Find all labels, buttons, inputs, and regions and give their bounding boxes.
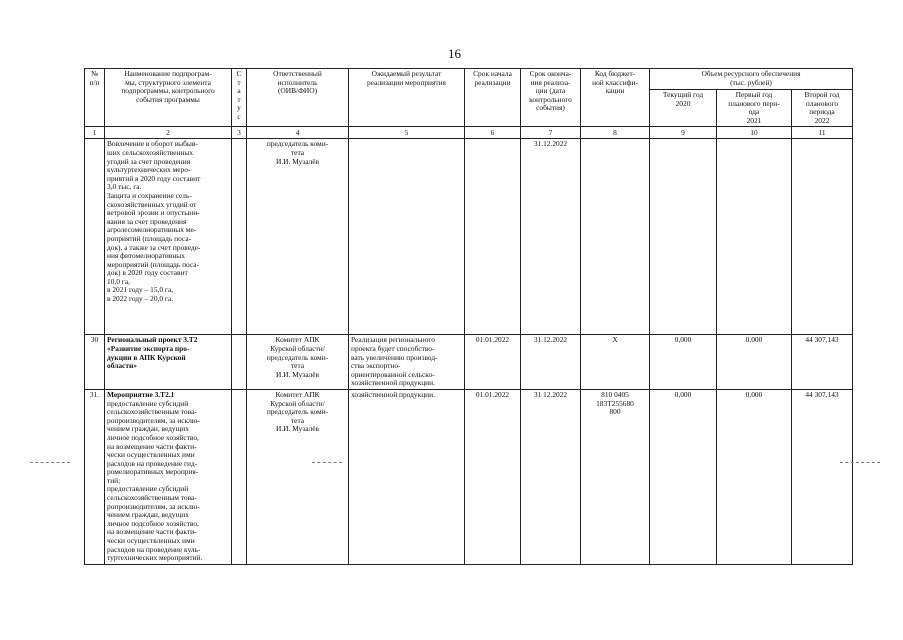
- col-num: 5: [349, 127, 465, 139]
- row-y2020: 0,000: [650, 335, 717, 390]
- row-y2021: [717, 139, 792, 335]
- row-y2020: 0,000: [650, 389, 717, 564]
- row-status: [232, 139, 247, 335]
- row-start: 01.01.2022: [465, 389, 521, 564]
- col-num: 8: [581, 127, 650, 139]
- row-executor: председатель коми- тета И.И. Музалёв: [247, 139, 349, 335]
- row-num: 30: [85, 335, 105, 390]
- table-row: [85, 335, 853, 390]
- row-executor: Комитет АПК Курской области/ председатель коми- тета И.И. Музалёв: [247, 389, 349, 564]
- header-executor: Ответственный исполнитель (ОИВ/ФИО): [247, 69, 349, 127]
- row-y2022: 44 307,143: [792, 335, 853, 390]
- row-num: [85, 139, 105, 335]
- header-volume: Объем ресурсного обеспечения (тыс. рублей): [650, 69, 853, 90]
- col-num: 6: [465, 127, 521, 139]
- col-num: 1: [85, 127, 105, 139]
- row-end: 31 12.2022: [521, 389, 581, 564]
- row-end: 31.12.2022: [521, 139, 581, 335]
- col-num: 9: [650, 127, 717, 139]
- col-num: 10: [717, 127, 792, 139]
- column-numbers-row: [85, 127, 853, 139]
- row-name: Региональный проект 3.Т2 «Развитие экспорта про- дукции в АПК Курской области»: [105, 335, 232, 390]
- col-num: 7: [521, 127, 581, 139]
- row-y2021: 0,000: [717, 389, 792, 564]
- row-status: [232, 335, 247, 390]
- row-code: Х: [581, 335, 650, 390]
- row-result: Реализация регионального проекта будет способство- вать увеличению производ- ства экспортно- ориентированной сельско- хозяйственной продукции.: [349, 335, 465, 390]
- row-result: хозяйственной продукции.: [349, 389, 465, 564]
- program-table: [84, 68, 853, 565]
- header-name: Наименование подпрограм- мы, структурного элемента подпрограммы, контрольного события программы: [105, 69, 232, 127]
- table-row: [85, 389, 853, 564]
- header-year-current: Текущий год 2020: [650, 90, 717, 127]
- row-y2021: 0,000: [717, 335, 792, 390]
- header-start: Срок начала реализации: [465, 69, 521, 127]
- header-status: С т а т у с: [232, 69, 247, 127]
- row-code: [581, 139, 650, 335]
- header-num: № п/п: [85, 69, 105, 127]
- table-row: [85, 139, 853, 335]
- scan-artifact-line: [840, 462, 880, 463]
- header-year-second: Второй год планового периода 2022: [792, 90, 853, 127]
- col-num: 4: [247, 127, 349, 139]
- header-result: Ожидаемый результат реализации мероприятия: [349, 69, 465, 127]
- header-end: Срок оконча- ния реализа- ции (дата контрольного события): [521, 69, 581, 127]
- col-num: 2: [105, 127, 232, 139]
- row-y2022: 44 307,143: [792, 389, 853, 564]
- row-start: 01.01.2022: [465, 335, 521, 390]
- scan-artifact-line: [30, 462, 70, 463]
- header-row: [85, 69, 853, 90]
- row-name: Вовлечение в оборот выбыв- ших сельскохозяйственных угодий за счет проведения культуртехнических меро- приятий в 2020 году составит 3,0 тыс. га. Защита и сохранение сель- скохозяйственных угодий от ветровой эрозии и опустыни- вания за счет проведения агролесомелиоративных ме- роприятий (площадь поса- док), а также за счет проведе- ния фитомелиоративных мероприятий (площадь поса- док) в 2020 году составит 10,0 га, в 2021 году – 15,0 га, в 2022 году – 20,0 га.: [105, 139, 232, 335]
- row-name-cell: [105, 389, 232, 564]
- col-num: 11: [792, 127, 853, 139]
- header-code: Код бюджет- ной классифи- кации: [581, 69, 650, 127]
- row-code: 810 0405 183Т255680 800: [581, 389, 650, 564]
- row-result: [349, 139, 465, 335]
- row-executor: Комитет АПК Курской области/ председатель коми- тета И.И. Музалёв: [247, 335, 349, 390]
- scan-artifact-line: [312, 462, 342, 463]
- row-y2020: [650, 139, 717, 335]
- row-status: [232, 389, 247, 564]
- page-number: 16: [448, 46, 461, 61]
- row-title: Мероприятие 3.Т2.1: [107, 389, 175, 399]
- row-start: [465, 139, 521, 335]
- col-num: 3: [232, 127, 247, 139]
- header-year-first: Первый год планового пери- ода 2021: [717, 90, 792, 127]
- row-end: 31.12.2022: [521, 335, 581, 390]
- row-num: 31.: [85, 389, 105, 564]
- row-name: предоставление субсидий сельскохозяйственным това- ропроизводителям, за исклю- чением граждан, ведущих личное подсобное хозяйство, на возмещение части факти- чески осуществленных ими расходов на проведение гид- ромелиоративных мероприя- тий; предоставление субсидий сельскохозяйственным това- ропроизводителям, за исклю- чением граждан, ведущих личное подсобное хозяйство, на возмещение части факти- чески осуществленных ими расходов на проведение куль- туртехнических мероприятий.: [107, 398, 203, 563]
- row-y2022: [792, 139, 853, 335]
